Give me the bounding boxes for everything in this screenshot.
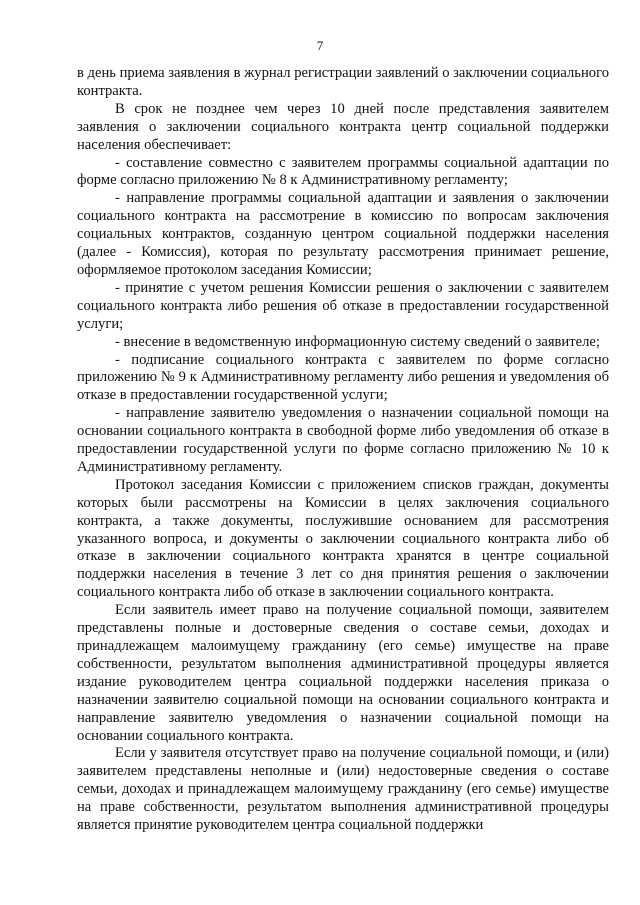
list-item: - составление совместно с заявителем программы социальной адаптации по форме согласно приложению № 8 к Административному регламенту; — [77, 154, 609, 189]
list-item: - направление заявителю уведомления о назначении социальной помощи на основании социального контракта в свободной форме либо уведомления об отказе в предоставлении государственной услуги по форме согласно приложению № 10 к Административному регламенту. — [77, 405, 609, 475]
list-item: - принятие с учетом решения Комиссии решения о заключении с заявителем социального контракта либо решения об отказе в предоставлении государственной услуги; — [77, 279, 609, 332]
list-item: - направление программы социальной адаптации и заявления о заключении социального контракта на рассмотрение в комиссию по вопросам заключения социальных контрактов, созданную центром социальной поддержки населения (далее - Комиссия), которая по результату рассмотрения принимает решение, оформляемое протоколом заседания Комиссии; — [77, 190, 609, 278]
paragraph: Протокол заседания Комиссии с приложением списков граждан, документы которых были рассмотрены на Комиссии в целях заключения социального контракта, а также документы, послужившие основанием для рассмотрения указанного вопроса, и документы о заключении социального контракта либо об отказе в заключении социального контракта хранятся в центре социальной поддержки населения в течение 3 лет со дня принятия решения о заключении социального контракта либо об отказе в заключении социального контракта. — [77, 476, 609, 601]
list-item: - подписание социального контракта с заявителем по форме согласно приложению № 9 к Административному регламенту либо решения и уведомления об отказе в предоставлении государственной услуги; — [77, 351, 609, 404]
list-item: - внесение в ведомственную информационную систему сведений о заявителе; — [115, 333, 600, 350]
document-body — [77, 65, 609, 835]
paragraph: в день приема заявления в журнал регистрации заявлений о заключении социального контракта. — [77, 65, 609, 99]
page-number: 7 — [316, 38, 324, 53]
paragraph: Если у заявителя отсутствует право на получение социальной помощи, и (или) заявителем представлены неполные и (или) недостоверные сведения о составе семьи, доходах и принадлежащем малоимущему гражданину (его семье) имуществе на праве собственности, результатом выполнения административной процедуры является принятие руководителем центра социальной поддержки — [77, 745, 609, 834]
paragraph: Если заявитель имеет право на получение социальной помощи, заявителем представлены полные и достоверные сведения о составе семьи, доходах и принадлежащем малоимущему гражданину (его семье) имуществе на праве собственности, результатом выполнения административной процедуры является издание руководителем центра социальной поддержки населения приказа о назначении заявителю социальной помощи на основании социального контракта и направление заявителю уведомления о назначении социальной помощи на основании социального контракта. — [77, 602, 609, 744]
paragraph: В срок не позднее чем через 10 дней после представления заявителем заявления о заключении социального контракта центр социальной поддержки населения обеспечивает: — [77, 100, 609, 153]
